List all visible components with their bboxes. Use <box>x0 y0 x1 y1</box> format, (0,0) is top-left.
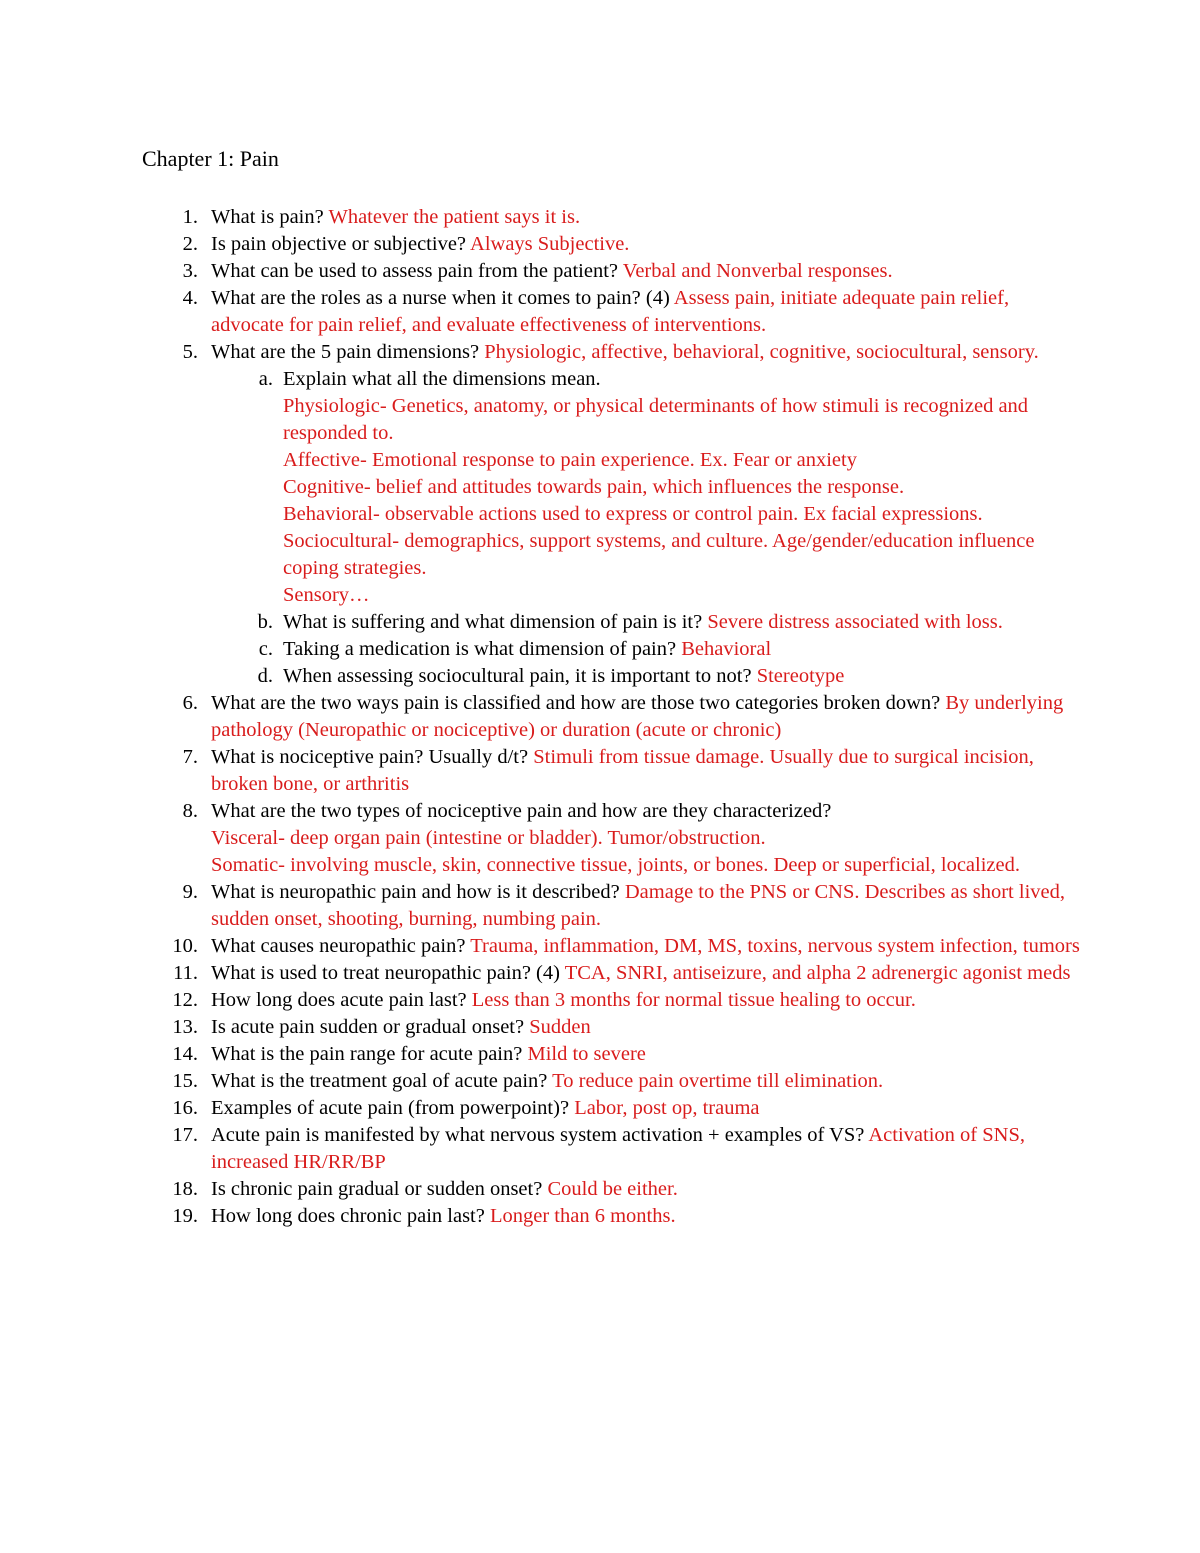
item-number: 5. <box>182 341 198 363</box>
dimension-definition: Affective- Emotional response to pain experience. Ex. Fear or anxiety <box>283 449 857 471</box>
item-number: 3. <box>182 260 198 282</box>
item-number: 12. <box>172 989 198 1011</box>
answer-text: Sudden <box>529 1016 591 1038</box>
list-item <box>160 1122 1080 1176</box>
question-text: What can be used to assess pain from the patient? <box>211 260 623 282</box>
answer-text: TCA, SNRI, antiseizure, and alpha 2 adrenergic agonist meds <box>564 962 1071 984</box>
answer-text: Labor, post op, trauma <box>574 1097 760 1119</box>
list-item <box>160 231 1080 258</box>
question-text: What are the 5 pain dimensions? <box>211 341 485 363</box>
sub-letter: c. <box>258 638 273 660</box>
list-item <box>160 1041 1080 1068</box>
list-item <box>160 1095 1080 1122</box>
dimension-definition: Cognitive- belief and attitudes towards pain, which influences the response. <box>283 476 905 498</box>
question-text: What are the two types of nociceptive pain and how are they characterized? <box>211 800 832 822</box>
answer-text: Assess pain, initiate adequate pain relief, advocate for pain relief, and evaluate effectiveness of interventions. <box>211 287 1010 336</box>
sub-question-text: What is suffering and what dimension of pain is it? <box>283 611 708 633</box>
dimension-definition: Sensory… <box>283 584 370 606</box>
sub-letter: a. <box>258 368 273 390</box>
item-number: 9. <box>182 881 198 903</box>
dimension-definition: Physiologic- Genetics, anatomy, or physical determinants of how stimuli is recognized and responded to. <box>283 395 1029 444</box>
sub-item <box>258 636 1080 663</box>
question-text: What is pain? <box>211 206 329 228</box>
question-text: What is the pain range for acute pain? <box>211 1043 528 1065</box>
sub-question-text: When assessing sociocultural pain, it is important to not? <box>283 665 757 687</box>
question-text: What are the two ways pain is classified and how are those two categories broken down? <box>211 692 946 714</box>
answer-text: To reduce pain overtime till elimination. <box>552 1070 884 1092</box>
answer-text: Could be either. <box>547 1178 678 1200</box>
item-number: 14. <box>172 1043 198 1065</box>
list-item <box>160 204 1080 231</box>
list-item <box>160 798 1080 879</box>
sub-question-text: Explain what all the dimensions mean. <box>283 368 601 390</box>
answer-text: Whatever the patient says it is. <box>328 206 581 228</box>
answer-text: Damage to the PNS or CNS. Describes as short lived, sudden onset, shooting, burning, numbing pain. <box>211 881 1065 930</box>
answer-text: Mild to severe <box>527 1043 646 1065</box>
list-item <box>160 690 1080 744</box>
sub-answer-text: Severe distress associated with loss. <box>707 611 1003 633</box>
dimension-definition: Sociocultural- demographics, support systems, and culture. Age/gender/education influence coping strategies. <box>283 530 1035 579</box>
question-text: Is acute pain sudden or gradual onset? <box>211 1016 530 1038</box>
list-item <box>160 258 1080 285</box>
item-number: 11. <box>173 962 198 984</box>
item-number: 6. <box>182 692 198 714</box>
question-text: What are the roles as a nurse when it comes to pain? (4) <box>211 287 674 309</box>
item-number: 8. <box>182 800 198 822</box>
list-item <box>160 879 1080 933</box>
item-number: 4. <box>182 287 198 309</box>
item-number: 7. <box>182 746 198 768</box>
question-text: What causes neuropathic pain? <box>211 935 471 957</box>
list-item <box>160 339 1080 690</box>
question-text: Is chronic pain gradual or sudden onset? <box>211 1178 548 1200</box>
list-item <box>160 1068 1080 1095</box>
answer-text: By underlying pathology (Neuropathic or nociceptive) or duration (acute or chronic) <box>211 692 1064 741</box>
sub-list <box>211 366 1080 690</box>
sub-item <box>257 609 1080 636</box>
answer-text: Verbal and Nonverbal responses. <box>622 260 893 282</box>
answer-text: Physiologic, affective, behavioral, cognitive, sociocultural, sensory. <box>484 341 1039 363</box>
list-item <box>160 1203 1080 1230</box>
list-item <box>160 960 1080 987</box>
question-text: What is the treatment goal of acute pain? <box>211 1070 553 1092</box>
question-text: What is used to treat neuropathic pain? (4) <box>211 962 565 984</box>
list-item <box>160 285 1080 339</box>
sub-question-text: Taking a medication is what dimension of pain? <box>283 638 682 660</box>
sub-letter: b. <box>257 611 273 633</box>
sub-item <box>258 366 1080 609</box>
answer-text: Activation of SNS, increased HR/RR/BP <box>211 1124 1025 1173</box>
list-item <box>160 1176 1080 1203</box>
answer-text: Visceral- deep organ pain (intestine or bladder). Tumor/obstruction. <box>211 827 766 849</box>
answer-text: Always Subjective. <box>470 233 630 255</box>
answer-text: Longer than 6 months. <box>489 1205 676 1227</box>
sub-answer-text: Behavioral <box>681 638 772 660</box>
list-item <box>160 1014 1080 1041</box>
item-number: 15. <box>172 1070 198 1092</box>
question-text: Is pain objective or subjective? <box>211 233 471 255</box>
sub-answer-text: Stereotype <box>756 665 845 687</box>
answer-text: Stimuli from tissue damage. Usually due to surgical incision, broken bone, or arthritis <box>211 746 1034 795</box>
answer-text: Trauma, inflammation, DM, MS, toxins, nervous system infection, tumors <box>470 935 1080 957</box>
answer-text: Less than 3 months for normal tissue healing to occur. <box>471 989 916 1011</box>
item-number: 18. <box>172 1178 198 1200</box>
question-text: How long does acute pain last? <box>211 989 472 1011</box>
list-item <box>160 987 1080 1014</box>
sub-letter: d. <box>257 665 273 687</box>
item-number: 1. <box>182 206 198 228</box>
question-text: Acute pain is manifested by what nervous system activation + examples of VS? <box>211 1124 869 1146</box>
item-number: 10. <box>172 935 198 957</box>
item-number: 19. <box>172 1205 198 1227</box>
item-number: 2. <box>182 233 198 255</box>
question-text: How long does chronic pain last? <box>211 1205 490 1227</box>
answer-text: Somatic- involving muscle, skin, connective tissue, joints, or bones. Deep or superficial, localized. <box>211 854 1020 876</box>
question-text: What is neuropathic pain and how is it described? <box>211 881 625 903</box>
item-number: 17. <box>172 1124 198 1146</box>
page-title: Chapter 1: Pain <box>142 146 279 171</box>
item-number: 13. <box>172 1016 198 1038</box>
list-item <box>160 933 1080 960</box>
item-number: 16. <box>172 1097 198 1119</box>
question-text: Examples of acute pain (from powerpoint)? <box>211 1097 575 1119</box>
question-text: What is nociceptive pain? Usually d/t? <box>211 746 534 768</box>
list-item <box>160 744 1080 798</box>
question-list <box>160 204 1080 1230</box>
dimension-definition: Behavioral- observable actions used to express or control pain. Ex facial expressions. <box>283 503 983 525</box>
sub-item <box>257 663 1080 690</box>
